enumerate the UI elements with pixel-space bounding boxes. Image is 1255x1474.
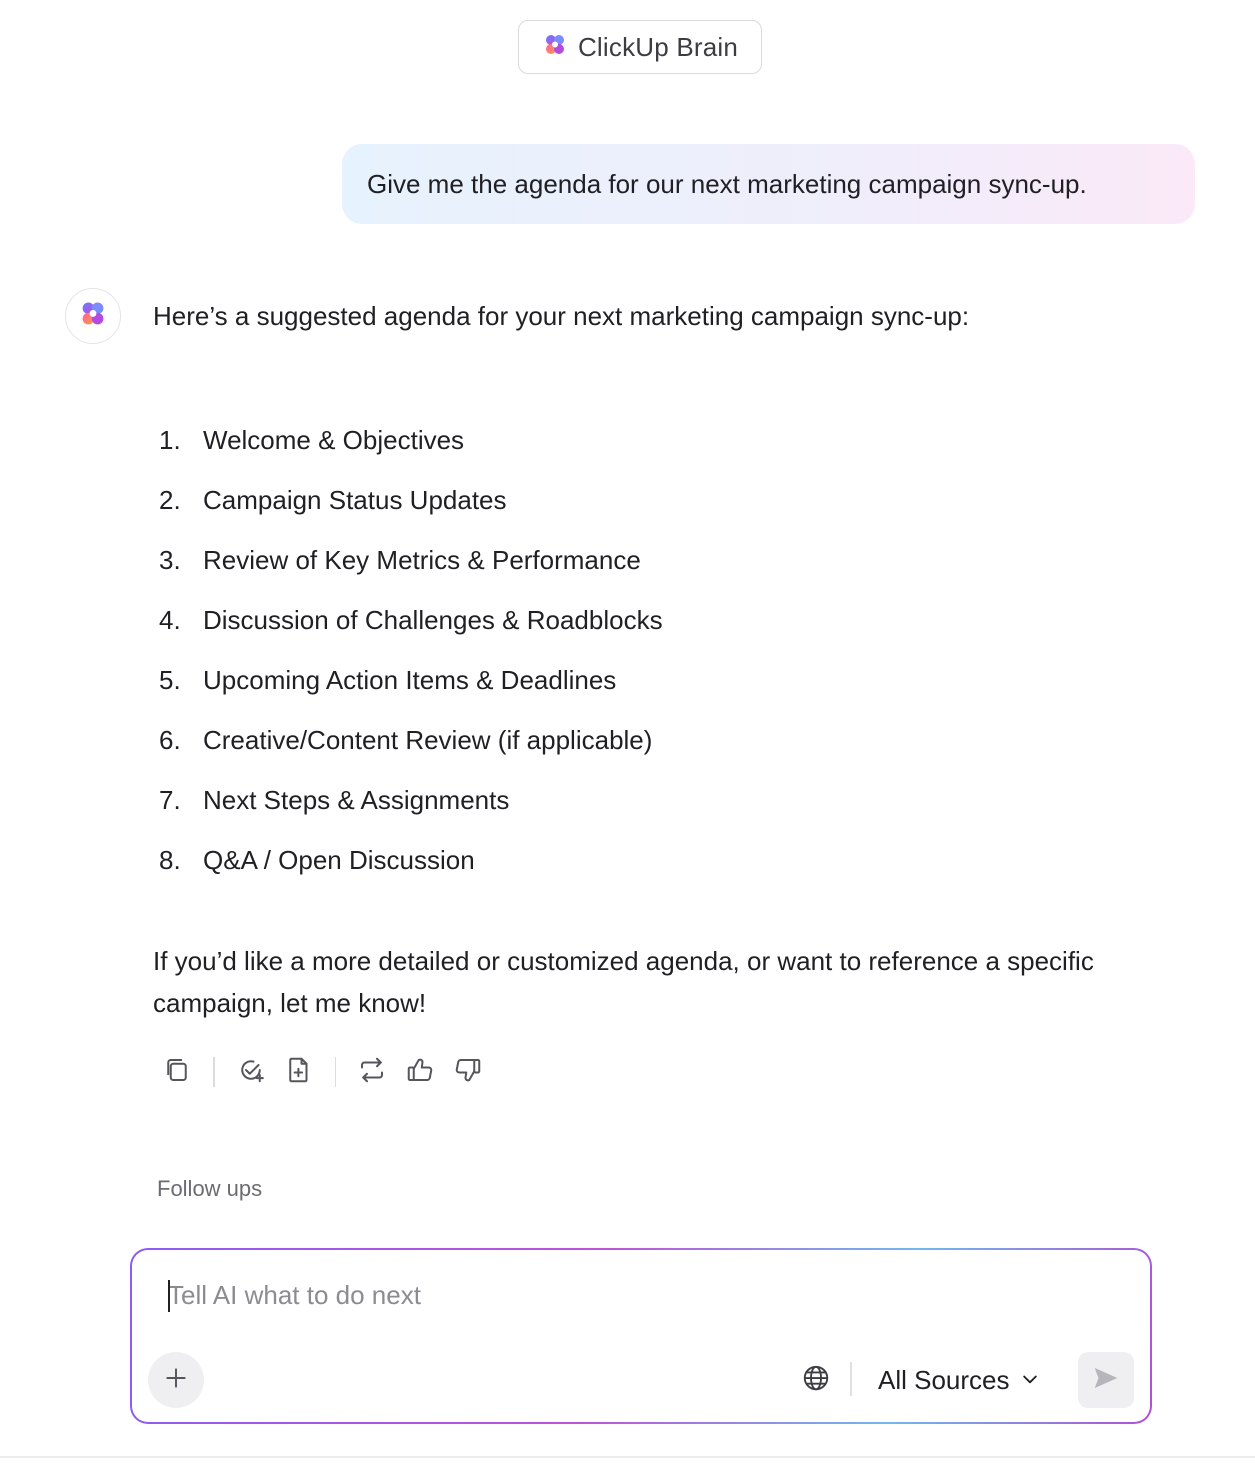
agenda-item-text: Welcome & Objectives: [203, 424, 465, 455]
ai-composer-inner: [132, 1250, 1150, 1422]
message-actions-bar: [153, 1050, 492, 1094]
actions-divider: [213, 1057, 215, 1087]
agenda-item: [153, 710, 663, 770]
agenda-item-number: 1.: [159, 424, 181, 455]
agenda-item: [153, 650, 663, 710]
header-title: ClickUp Brain: [577, 31, 739, 62]
agenda-item: [153, 410, 663, 470]
agenda-item: [153, 470, 663, 530]
web-search-button[interactable]: [796, 1360, 836, 1400]
ai-prompt-input[interactable]: [168, 1276, 1068, 1314]
add-doc-button[interactable]: [275, 1050, 323, 1094]
agenda-item-text: Creative/Content Review (if applicable): [203, 724, 653, 755]
agenda-item-number: 7.: [159, 784, 181, 815]
composer-divider: [850, 1362, 852, 1396]
copy-icon: [162, 1055, 192, 1090]
agenda-item-number: 8.: [159, 844, 181, 875]
regenerate-icon: [357, 1055, 387, 1090]
agenda-item-text: Next Steps & Assignments: [203, 784, 510, 815]
thumbs-up-button[interactable]: [396, 1050, 444, 1094]
ai-composer: [130, 1248, 1152, 1424]
create-task-button[interactable]: [227, 1050, 275, 1094]
agenda-item-text: Review of Key Metrics & Performance: [203, 544, 641, 575]
follow-ups-label: Follow ups: [157, 1176, 263, 1201]
agenda-item: [153, 530, 663, 590]
clickup-brain-logo-icon: [542, 32, 568, 63]
sources-dropdown[interactable]: [878, 1358, 1040, 1402]
assistant-outro-text: If you’d like a more detailed or customized agenda, or want to reference a specific campaign, let me know!: [153, 946, 1094, 1018]
assistant-intro-text: Here’s a suggested agenda for your next marketing campaign sync-up:: [153, 301, 970, 331]
user-message-bubble: [342, 144, 1195, 224]
clickup-brain-avatar-icon: [78, 299, 108, 334]
chevron-down-icon: [1020, 1365, 1040, 1396]
agenda-item-text: Discussion of Challenges & Roadblocks: [203, 604, 663, 635]
bottom-divider: [0, 1456, 1255, 1458]
agenda-item-number: 5.: [159, 664, 181, 695]
thumbs-down-button[interactable]: [444, 1050, 492, 1094]
assistant-avatar: [65, 288, 121, 344]
copy-button[interactable]: [153, 1050, 201, 1094]
thumbs-down-icon: [453, 1055, 483, 1090]
regenerate-button[interactable]: [348, 1050, 396, 1094]
globe-icon: [801, 1363, 831, 1398]
agenda-item-number: 6.: [159, 724, 181, 755]
create-task-icon: [236, 1055, 266, 1090]
add-attachment-button[interactable]: [148, 1352, 204, 1408]
sources-dropdown-label: All Sources: [878, 1364, 1010, 1395]
agenda-item: [153, 770, 663, 830]
agenda-item-number: 2.: [159, 484, 181, 515]
agenda-item-number: 4.: [159, 604, 181, 635]
agenda-item-number: 3.: [159, 544, 181, 575]
plus-icon: [163, 1365, 189, 1396]
agenda-list: [153, 410, 663, 890]
send-button[interactable]: [1078, 1352, 1134, 1408]
agenda-item-text: Q&A / Open Discussion: [203, 844, 475, 875]
clickup-brain-header[interactable]: [518, 20, 762, 74]
agenda-item: [153, 830, 663, 890]
agenda-item: [153, 590, 663, 650]
send-icon: [1091, 1363, 1121, 1398]
agenda-item-text: Campaign Status Updates: [203, 484, 507, 515]
thumbs-up-icon: [405, 1055, 435, 1090]
agenda-item-text: Upcoming Action Items & Deadlines: [203, 664, 617, 695]
add-doc-icon: [284, 1055, 314, 1090]
text-caret: [168, 1280, 170, 1312]
actions-divider: [335, 1057, 337, 1087]
user-message-text: Give me the agenda for our next marketing campaign sync-up.: [367, 168, 1087, 199]
